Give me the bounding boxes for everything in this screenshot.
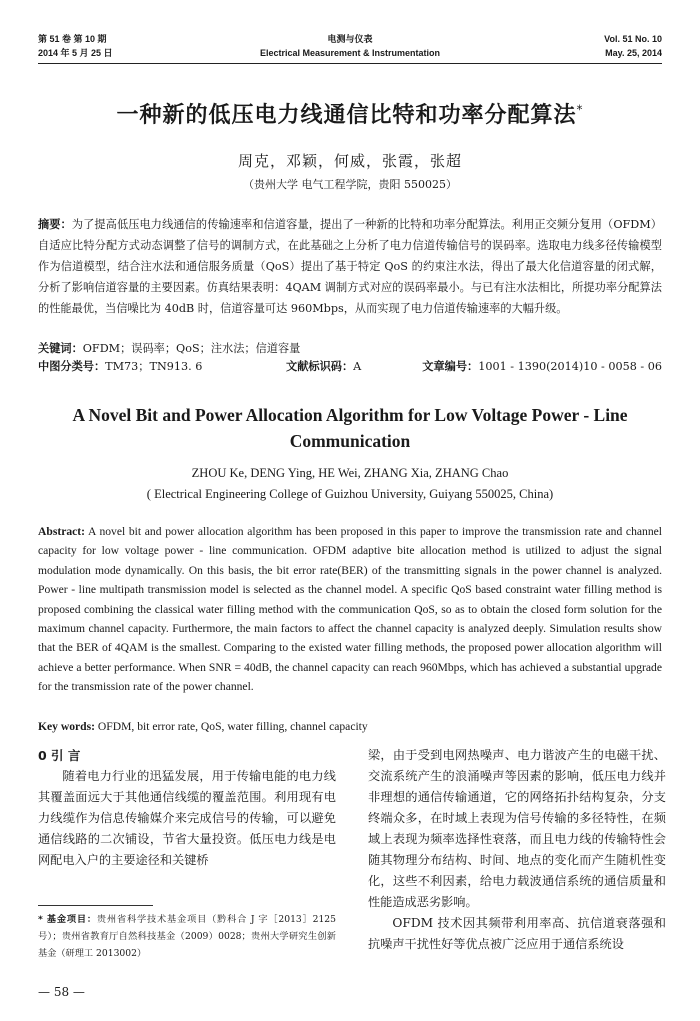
- body-column-right: [368, 745, 666, 955]
- header-volume: 第 51 卷 第 10 期: [38, 34, 107, 44]
- abstract-en-label: Abstract:: [38, 525, 86, 538]
- affiliation-en: ( Electrical Engineering College of Guizhou University, Guiyang 550025, China): [146, 487, 554, 501]
- footnote-funding: [38, 911, 336, 962]
- keywords-cn-text: OFDM；误码率；QoS；注水法；信道容量: [82, 342, 301, 355]
- keywords-en-text: OFDM, bit error rate, QoS, water filling, channel capacity: [97, 720, 368, 733]
- abstract-en-text: A novel bit and power allocation algorithm has been proposed in this paper to improve the transmission rate and channel capacity for low voltage power - line communication. OFDM adaptive bite allocation method is utilized to adjust the signal modulation mode dynamically. On this basis, the bit error rate(BER) of the transmitting signals in the power channel is analyzed. Power - line multipath transmission model is selected as the channel model. A specific QoS based constraint water filling method is proposed combining the classical water filling method with the communication QoS, so as to obtain the closed form solution for the maximum channel capacity. Furthermore, the main factors to affect the channel capacity is analyzed deeply. Simulation results show that the BER of 4QAM is the smallest. Comparing to the existed water filling methods, the proposed power allocation algorithm will achieve a better performance. When SNR = 40dB, the channel capacity can reach 960Mbps, which has achieved a substantial upgrade for the transmission rate of the power channel.: [38, 525, 662, 694]
- header-vol-no: Vol. 51 No. 10: [604, 34, 662, 44]
- page-number: — 58 —: [38, 985, 85, 999]
- header-journal: [38, 32, 662, 60]
- abstract-cn: [38, 214, 662, 319]
- body-paragraph: 随着电力行业的迅猛发展，用于传输电能的电力线其覆盖面远大于其他通信线缆的覆盖范围。利用现有电力线缆作为信息传输媒介来完成信号的传输，可以避免通信线路的二次铺设，节省大量投资。低压电力线是电网配电入户的主要途径和关键桥: [38, 769, 336, 867]
- header-rule: [38, 63, 662, 64]
- clc-label: 中图分类号：: [38, 360, 106, 373]
- article-number: [422, 358, 662, 376]
- title-cn-text: 一种新的低压电力线通信比特和功率分配算法: [116, 103, 577, 128]
- art-value: 1001 - 1390(2014)10 - 0058 - 06: [478, 360, 662, 373]
- header-volume-en: [604, 32, 662, 60]
- clc-number: [38, 358, 202, 376]
- keywords-en-label: Key words:: [38, 720, 95, 733]
- abstract-en: [38, 522, 662, 697]
- authors-cn: 周克，邓颖，何威，张霞，张超: [237, 152, 462, 170]
- document-code: [286, 358, 361, 376]
- body-column-left: [38, 745, 336, 871]
- paper-title-en: A Novel Bit and Power Allocation Algorithm for Low Voltage Power - Line Communication: [72, 405, 628, 451]
- header-date-cn: 2014 年 5 月 25 日: [38, 48, 113, 58]
- abstract-cn-text: 为了提高低压电力线通信的传输速率和信道容量，提出了一种新的比特和功率分配算法。利用正交频分复用（OFDM）自适应比特分配方式动态调整了信号的调制方式，在此基础之上分析了电力信道传输信号的误码率。选取电力线多径传输模型作为信道模型，结合注水法和通信服务质量（QoS）提出了基于特定 QoS 的约束注水法，得出了最大化信道容量的闭式解，分析了影响信道容量的主要因素。仿真结果表明：4QAM 调制方式对应的误码率最小。与已有注水法相比，所提功率分配算法的性能最优，当信噪比为 40dB 时，信道容量可达 960Mbps，从而实现了电力信道传输速率的大幅升级。: [38, 218, 662, 315]
- header-journal-cn: 电测与仪表: [327, 34, 373, 44]
- affiliation-cn: （贵州大学 电气工程学院，贵阳 550025）: [243, 178, 457, 191]
- keywords-cn-label: 关键词：: [38, 342, 83, 355]
- section-heading-intro: 0 引 言: [38, 748, 81, 763]
- doc-value: A: [353, 360, 362, 373]
- body-paragraph: 梁，由于受到电网热噪声、电力谐波产生的电磁干扰、交流系统产生的浪涌噪声等因素的影响，低压电力线并非理想的通信传输通道，它的网络拓扑结构复杂，分支终端众多，在时域上表现为信号传输的多径特性，在频域上表现为频率选择性衰落，而且电力线的传输特性会随其物理分布结构、时间、地点的变化而产生随机性变化，这些不利因素，给电力载波通信系统的通信质量和性能造成恶劣影响。: [368, 748, 666, 909]
- footnote-label: * 基金项目：: [38, 914, 97, 925]
- running-header: [38, 32, 662, 66]
- footnote-text: 贵州省科学技术基金项目（黔科合 J 字［2013］2125 号）；贵州省教育厅自然科技基金（2009）0028；贵州大学研究生创新基金（研理工 2013002）: [38, 914, 336, 959]
- clc-value: TM73；TN913. 6: [105, 360, 203, 373]
- paper-title-cn: [0, 98, 700, 129]
- authors-en: ZHOU Ke, DENG Ying, HE Wei, ZHANG Xia, ZHANG Chao: [191, 466, 509, 480]
- keywords-en: [38, 718, 662, 736]
- doc-label: 文献标识码：: [286, 360, 354, 373]
- art-label: 文章编号：: [422, 360, 479, 373]
- body-paragraph: OFDM 技术因其频带利用率高、抗信道衰落强和抗噪声干扰性好等优点被广泛应用于通信系统设: [368, 916, 666, 951]
- keywords-cn: [38, 340, 662, 358]
- footnote-rule: [38, 905, 153, 906]
- abstract-cn-label: 摘要：: [38, 218, 72, 231]
- header-journal-en: Electrical Measurement & Instrumentation: [259, 48, 441, 58]
- classification-line: [38, 358, 662, 376]
- header-date-en: May. 25, 2014: [605, 48, 662, 58]
- title-footnote-mark: *: [576, 102, 584, 117]
